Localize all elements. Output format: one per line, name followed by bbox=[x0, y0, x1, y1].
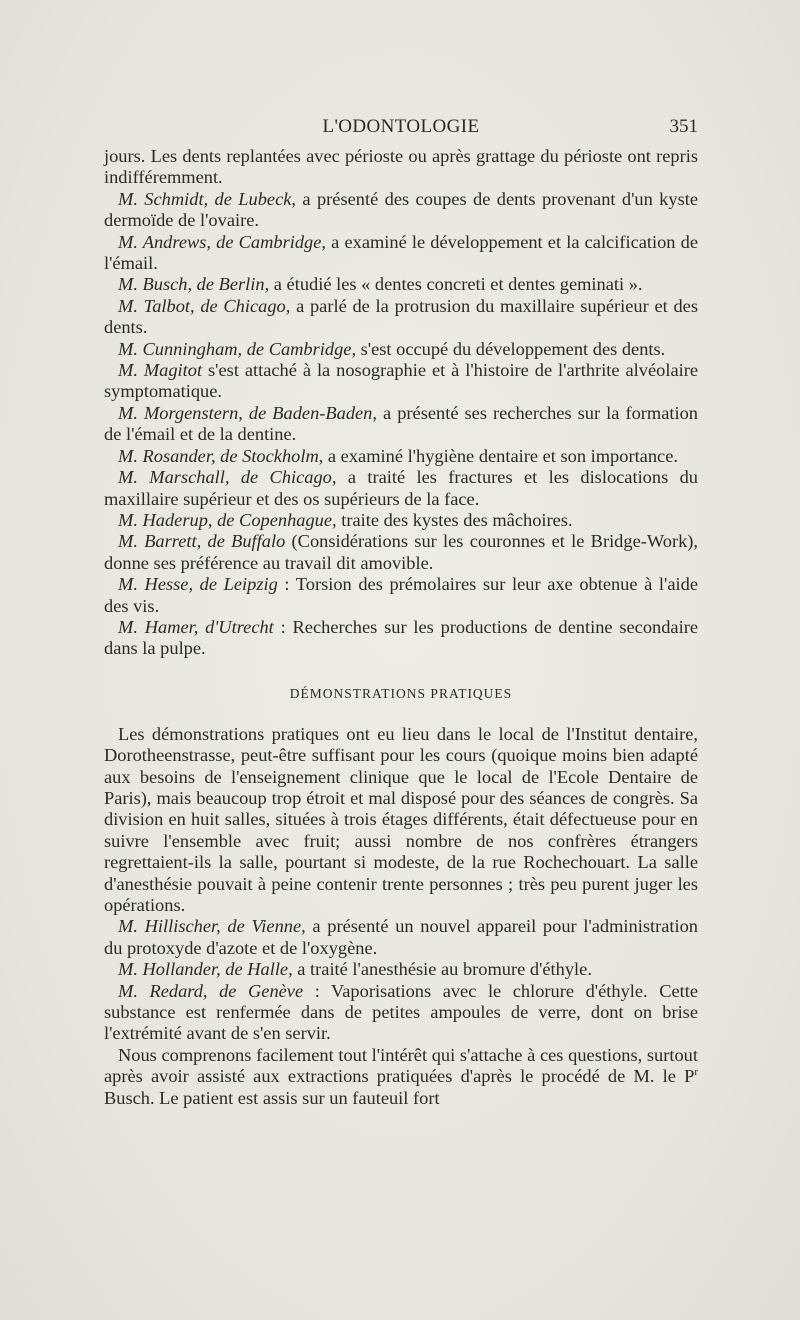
author-name: M. Magitot bbox=[118, 360, 203, 381]
entry-hillischer bbox=[104, 916, 698, 959]
entry-andrews bbox=[104, 232, 698, 275]
entry-text: traite des kystes des mâchoires. bbox=[336, 509, 573, 530]
author-name: M. Haderup, de Copenhague, bbox=[118, 509, 337, 530]
entry-text: s'est attaché à la nosographie et à l'histoire de l'arthrite alvéolaire symptomatique. bbox=[104, 360, 699, 402]
entry-text: a traité les fractures et les dislocations du maxillaire supérieur et des os supérieurs de la face. bbox=[104, 467, 698, 509]
entry-redard bbox=[104, 981, 698, 1045]
author-name: M. Redard, de Genève bbox=[118, 980, 304, 1001]
entry-cunningham bbox=[104, 339, 698, 360]
running-title: L'ODONTOLOGIE bbox=[322, 116, 480, 137]
author-name: M. Busch, de Berlin, bbox=[118, 274, 270, 295]
entry-hollander bbox=[104, 959, 698, 980]
author-name: M. Hesse, de Leipzig bbox=[118, 574, 278, 595]
entry-haderup bbox=[104, 510, 698, 531]
entry-text: a présenté ses recherches sur la formation de l'émail et de la dentine. bbox=[104, 402, 698, 445]
entry-barrett bbox=[104, 531, 698, 574]
entry-text: s'est occupé du développement des dents. bbox=[356, 338, 666, 359]
entry-text: a examiné le développement et la calcification de l'émail. bbox=[104, 231, 699, 274]
entry-text: : Recherches sur les productions de dentine secondaire dans la pulpe. bbox=[104, 616, 698, 659]
entry-hamer bbox=[104, 617, 698, 660]
paragraph-text: jours. Les dents replantées avec périoste ou après grattage du périoste ont repris indifféremment. bbox=[104, 146, 698, 188]
paragraph-text: Nous comprenons facilement tout l'intérêt qui s'attache à ces questions, surtout après avoir assisté aux extractions pratiquées d'après le procédé de M. le P bbox=[104, 1044, 698, 1087]
entry-talbot bbox=[104, 296, 698, 339]
page-header bbox=[104, 116, 698, 144]
superscript: r bbox=[694, 1066, 698, 1079]
closing-paragraph bbox=[104, 1045, 698, 1109]
entry-text: a présenté un nouvel appareil pour l'administration du protoxyde d'azote et de l'oxygène. bbox=[104, 916, 698, 958]
entry-busch bbox=[104, 274, 698, 295]
paragraph-text-end: Busch. Le patient est assis sur un fauteuil fort bbox=[104, 1087, 440, 1108]
entry-marschall bbox=[104, 467, 698, 510]
paragraph-text: Les démonstrations pratiques ont eu lieu dans le local de l'Institut dentaire, Dorotheenstrasse, peut-être suffisant pour les cours (quoique moins bien adapté aux besoins de l'enseignement clinique que le local de l'Ecole Dentaire de Paris), mais beaucoup trop étroit et mal disposé pour des séances de congrès. Sa division en huit salles, situées à trois étages différents, était défectueuse pour en suivre l'ensemble avec fruit; aussi nombre de nos confrères étrangers regrettaient-ils la salle, pourtant si modeste, de la rue Rochechouart. La salle d'anesthésie pouvait à peine contenir trente personnes ; très peu purent juger les opérations. bbox=[104, 723, 698, 915]
author-name: M. Hillischer, de Vienne, bbox=[118, 916, 306, 937]
entry-text: : Torsion des prémolaires sur leur axe obtenue à l'aide des vis. bbox=[104, 574, 698, 616]
entry-text: (Considérations sur les couronnes et le Bridge-Work), donne ses préférence au travail dit amovible. bbox=[104, 531, 698, 573]
entry-text: a examiné l'hygiène dentaire et son importance. bbox=[323, 445, 678, 466]
author-name: M. Hamer, d'Utrecht bbox=[118, 616, 274, 637]
entry-morgenstern bbox=[104, 403, 698, 446]
page-body bbox=[104, 146, 698, 1109]
author-name: M. Hollander, de Halle, bbox=[118, 959, 293, 980]
author-name: M. Morgenstern, de Baden-Baden, bbox=[118, 402, 377, 423]
entry-schmidt bbox=[104, 189, 698, 232]
entry-text: : Vaporisations avec le chlorure d'éthyle. Cette substance est renfermée dans de petites ampoules de verre, dont on brise l'extrémité avant de s'en servir. bbox=[104, 980, 699, 1044]
author-name: M. Cunningham, de Cambridge, bbox=[118, 338, 357, 359]
entry-rosander bbox=[104, 446, 698, 467]
author-name: M. Andrews, de Cambridge, bbox=[118, 231, 327, 252]
author-name: M. Barrett, de Buffalo bbox=[118, 531, 286, 552]
author-name: M. Talbot, de Chicago, bbox=[118, 295, 291, 316]
entry-hesse bbox=[104, 574, 698, 617]
demonstrations-paragraph bbox=[104, 724, 698, 917]
paragraph-continuation bbox=[104, 146, 698, 189]
entry-text: a étudié les « dentes concreti et dentes geminati ». bbox=[269, 274, 643, 295]
author-name: M. Rosander, de Stockholm, bbox=[118, 445, 324, 466]
author-name: M. Schmidt, de Lubeck, bbox=[118, 188, 297, 209]
author-name: M. Marschall, de Chicago, bbox=[118, 467, 337, 488]
entry-text: a présenté des coupes de dents provenant d'un kyste dermoïde de l'ovaire. bbox=[104, 188, 699, 231]
section-heading: DÉMONSTRATIONS PRATIQUES bbox=[289, 685, 513, 701]
page-number: 351 bbox=[669, 116, 698, 137]
entry-magitot bbox=[104, 360, 698, 403]
entry-text: a parlé de la protrusion du maxillaire supérieur et des dents. bbox=[104, 295, 698, 338]
entry-text: a traité l'anesthésie au bromure d'éthyle. bbox=[292, 959, 592, 980]
